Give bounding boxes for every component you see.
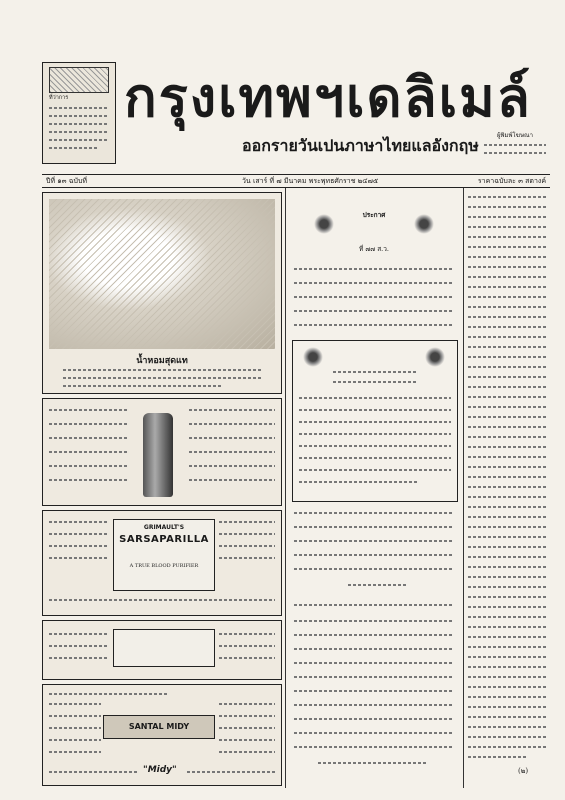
midy-word: "Midy" — [143, 765, 177, 775]
issue-date: วัน เสาร์ ที่ ๗ มีนาคม พระพุทธศักราช ๒๔๗๕ — [242, 177, 379, 185]
perfume-ad — [42, 192, 282, 394]
issue-price: ราคาฉบับละ ๓ สตางค์ — [477, 177, 546, 185]
column-rule — [285, 188, 286, 788]
sarsaparilla-label — [113, 519, 215, 591]
dateline — [42, 174, 550, 188]
newspaper-title: กรุงเทพฯเดลิเมล์ — [124, 66, 532, 129]
santal-midy-label — [103, 715, 215, 739]
woman-illustration — [49, 199, 275, 349]
bottle-ad — [42, 398, 282, 506]
issue-number: ปีที่ ๑๓ ฉบับที่ — [46, 177, 88, 185]
text-column — [466, 188, 550, 788]
sarsaparilla-brand: SARSAPARILLA — [119, 534, 209, 545]
ointment-label — [113, 629, 215, 667]
right-note-text: ผู้พิมพ์โฆษณา — [497, 132, 533, 139]
newspaper-subtitle: ออกรายวันเปนภาษาไทยแลอังกฤษ — [242, 136, 479, 155]
notice-heading: ประกาศ — [362, 211, 386, 219]
sarsaparilla-tagline: A TRUE BLOOD PURIFIER — [129, 563, 199, 569]
royal-notice-box — [292, 340, 458, 502]
royal-emblem-icon — [425, 347, 445, 367]
masthead — [42, 62, 550, 172]
perfume-caption: น้ำหอมสุดแท — [136, 356, 188, 366]
column-rule — [463, 188, 464, 788]
left-box-note: ที่ว่าการ — [49, 95, 69, 101]
sarsaparilla-ad — [42, 510, 282, 616]
masthead-left-box — [42, 62, 116, 164]
santal-brand: SANTAL MIDY — [128, 722, 190, 731]
page-number: (๒) — [518, 767, 529, 775]
santal-midy-ad — [42, 684, 282, 786]
royal-emblem-icon — [303, 347, 323, 367]
bottle-icon — [143, 413, 173, 497]
masthead-right-note — [480, 132, 550, 140]
notices-column — [288, 188, 460, 788]
advertisement-column — [42, 188, 282, 788]
emblem-icon — [49, 67, 109, 93]
sarsaparilla-brand-top: GRIMAULT'S — [143, 524, 185, 531]
ointment-ad — [42, 620, 282, 680]
notice-subheading: ที่ ๗๗ ส.ว. — [359, 245, 389, 253]
